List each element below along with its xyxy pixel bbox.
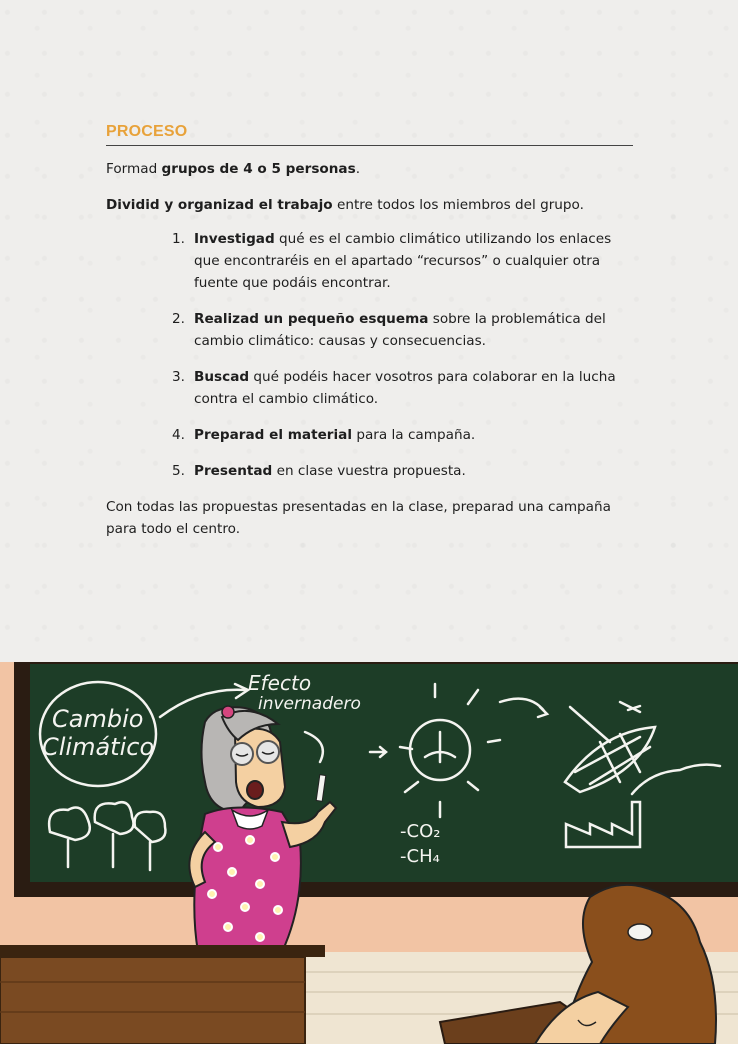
closing-paragraph: Con todas las propuestas presentadas en la clase, preparad una campaña para todo el centro. <box>106 499 611 537</box>
chalk-efecto-text: Efecto <box>248 671 312 695</box>
step-item <box>172 460 633 482</box>
step-text: qué es el cambio climático utilizando los enlaces que encontraréis en el apartado “recursos” o cualquier otra fuente que podáis encontrar. <box>194 231 612 291</box>
step-number: 2. <box>172 311 185 327</box>
step-item <box>172 308 633 352</box>
step-number: 5. <box>172 463 185 479</box>
chalk-cambio-text: Cambio <box>52 705 144 733</box>
step-text: qué podéis hacer vosotros para colaborar en la lucha contra el cambio climático. <box>194 369 616 407</box>
classroom-illustration <box>0 662 738 1044</box>
step-bold: Presentad <box>194 463 273 479</box>
step-number: 1. <box>172 231 185 247</box>
process-section <box>106 123 633 540</box>
intro-post: . <box>355 161 361 177</box>
step-text: sobre la problemática del cambio climático: causas y consecuencias. <box>194 311 606 349</box>
intro-pre: Formad <box>106 161 162 177</box>
step-item <box>172 424 633 446</box>
intro-paragraph <box>106 158 633 180</box>
step-bold: Preparad el material <box>194 427 352 443</box>
step-bold: Realizad un pequeño esquema <box>194 311 429 327</box>
chalk-climatico-text: Climático <box>42 733 155 761</box>
step-number: 4. <box>172 427 185 443</box>
divide-bold: Dividid y organizad el trabajo <box>106 197 333 213</box>
step-text: en clase vuestra propuesta. <box>272 463 466 479</box>
step-item <box>172 366 633 410</box>
chalk-ch4-text: -CH₄ <box>400 846 440 867</box>
step-text: para la campaña. <box>352 427 476 443</box>
divide-paragraph <box>106 194 633 216</box>
section-heading: PROCESO <box>106 123 633 146</box>
step-number: 3. <box>172 369 185 385</box>
teacher-desk <box>0 945 325 1044</box>
step-bold: Investigad <box>194 231 275 247</box>
chalk-invernadero-text: invernadero <box>258 694 361 714</box>
steps-list <box>172 228 633 482</box>
intro-bold: grupos de 4 o 5 personas <box>161 161 356 177</box>
step-bold: Buscad <box>194 369 250 385</box>
step-item <box>172 228 633 294</box>
divide-post: entre todos los miembros del grupo. <box>332 197 584 213</box>
chalk-co2-text: -CO₂ <box>400 821 441 842</box>
